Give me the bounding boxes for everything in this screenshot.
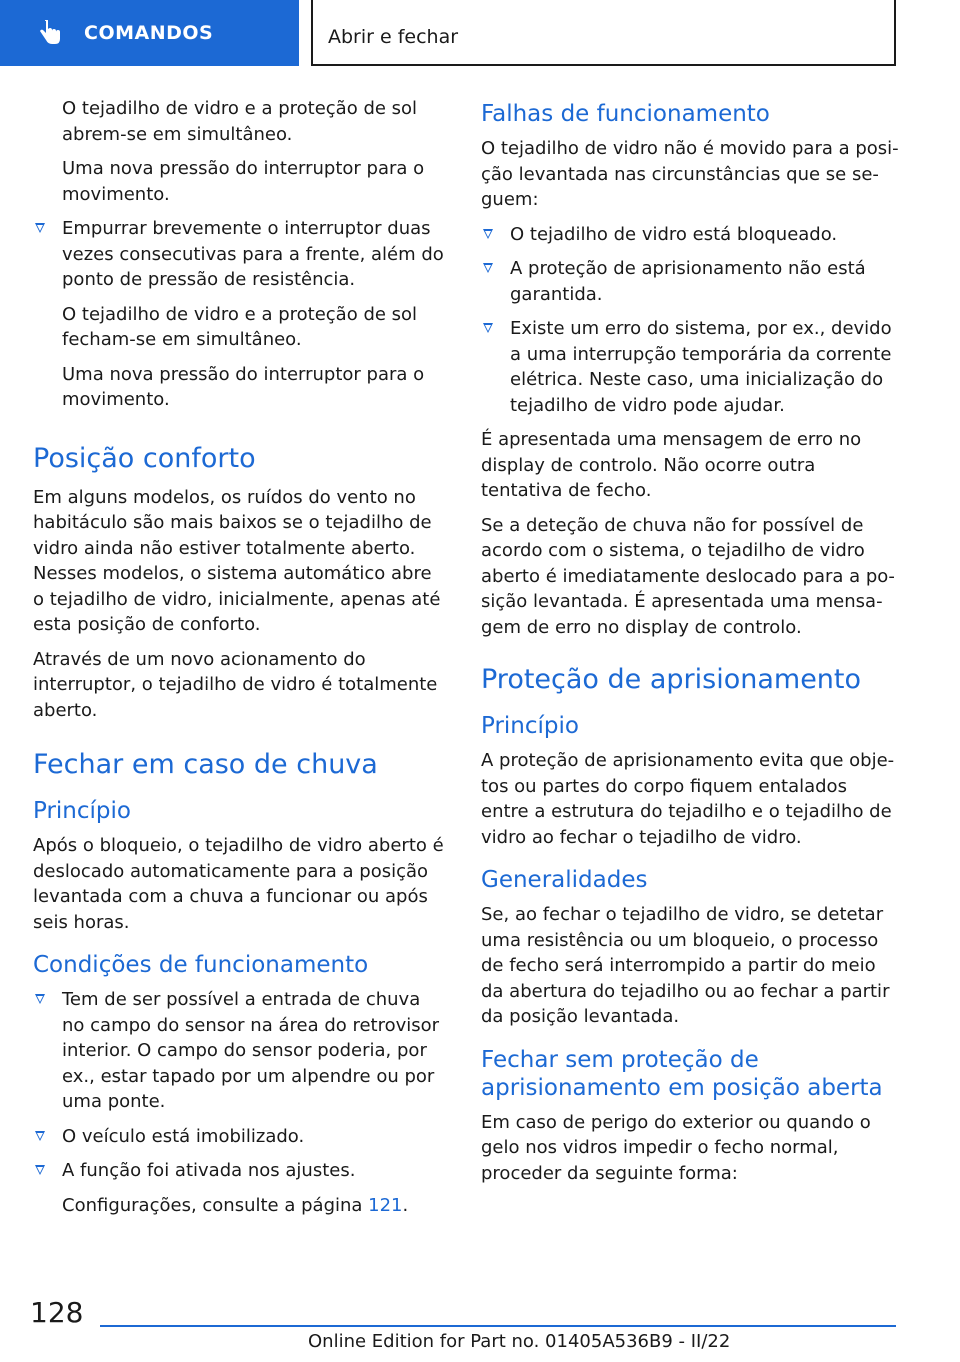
breadcrumb-box: [311, 0, 896, 66]
page-header: [0, 0, 960, 66]
page-link-121[interactable]: 121: [368, 1194, 403, 1216]
list-item-text: A função foi ativada nos ajustes.: [62, 1160, 356, 1181]
heading-principio: Princípio: [33, 798, 131, 824]
paragraph: Através de um novo acionamento do interruptor, o tejadilho de vidro é totalmente aberto.: [33, 648, 438, 721]
list-item-text: Existe um erro do sistema, por ex., devido a uma interrupção temporária da corrente elétrica. Neste caso, uma inicialização do tejadilho de vidro pode ajudar.: [510, 318, 892, 416]
page-ref-end: .: [402, 1194, 409, 1216]
breadcrumb: Abrir e fechar: [328, 26, 459, 48]
triangle-bullet-icon: [483, 323, 493, 333]
list-item-text: O tejadilho de vidro está bloqueado.: [510, 223, 838, 245]
paragraph: O tejadilho de vidro e a proteção de sol fecham-se em simultâneo.: [62, 303, 418, 350]
list-item: [481, 222, 899, 248]
heading-fechar-chuva: Fechar em caso de chuva: [33, 749, 378, 780]
heading-posicao-conforto: Posição conforto: [33, 442, 256, 474]
section-tab: [0, 0, 299, 66]
triangle-bullet-icon: [35, 223, 45, 233]
paragraph: Uma nova pressão do interruptor para o movimento.: [62, 158, 425, 205]
page-ref-text: Configurações, consulte a página: [62, 1194, 369, 1216]
paragraph: Após o bloqueio, o tejadilho de vidro aberto é deslocado automaticamente para a posição levantada com a chuva a funcionar ou após seis horas.: [33, 835, 444, 933]
footer-edition: Online Edition for Part no. 01405A536B9 - II/22: [308, 1331, 731, 1352]
list-item: [481, 256, 899, 307]
list-item-text: Tem de ser possível a entrada de chuva no campo do sensor na área do retrovisor interior. O campo do sensor poderia, por ex., estar tapado por um alpendre ou por uma ponte.: [62, 989, 440, 1112]
paragraph: A proteção de aprisionamento evita que objetos ou partes do corpo fiquem entalados entre a estrutura do tejadilho e o tejadilho de vidro ao fechar o tejadilho de vidro.: [481, 750, 895, 848]
list-item: [33, 216, 445, 293]
list-item: [33, 1124, 445, 1150]
paragraph: Se a deteção de chuva não for possível de acordo com o sistema, o tejadilho de vidro aberto é imediatamente deslocado para a posição levantada. É apresentada uma mensagem de erro no display de controlo.: [481, 514, 895, 638]
triangle-bullet-icon: [35, 1131, 45, 1141]
triangle-bullet-icon: [35, 1165, 45, 1175]
left-column: [33, 96, 445, 1227]
paragraph: Uma nova pressão do interruptor para o movimento.: [62, 363, 425, 410]
list-item-text: A proteção de aprisionamento não está garantida.: [510, 258, 866, 305]
triangle-bullet-icon: [35, 994, 45, 1004]
right-column: [481, 96, 899, 1195]
list-item: [33, 987, 445, 1115]
paragraph: Em alguns modelos, os ruídos do vento no habitáculo são mais baixos se o tejadilho de vidro ainda não estiver totalmente aberto. Nesses modelos, o sistema automático abre o tejadilho de vidro, inicialmente, apenas até esta posição de conforto.: [33, 486, 441, 635]
list-item-text: Empurrar brevemente o interruptor duas vezes consecutivas para a frente, além do ponto de pressão de resistência.: [62, 218, 444, 290]
list-item: [481, 316, 899, 418]
paragraph: Em caso de perigo do exterior ou quando o gelo nos vidros impedir o fecho normal, proceder da seguinte forma:: [481, 1111, 871, 1184]
heading-protecao: Proteção de aprisionamento: [481, 664, 862, 695]
hand-pointer-icon: [38, 20, 62, 46]
heading-generalidades: Generalidades: [481, 867, 648, 893]
paragraph: O tejadilho de vidro não é movido para a posição levantada nas circunstâncias que se seguem:: [481, 138, 899, 210]
triangle-bullet-icon: [483, 263, 493, 273]
footer-divider: [100, 1325, 896, 1327]
heading-fechar-sem-protecao: Fechar sem proteção de aprisionamento em posição aberta: [481, 1046, 883, 1101]
paragraph: Se, ao fechar o tejadilho de vidro, se detetar uma resistência ou um bloqueio, o processo de fecho será interrompido a partir do meio da abertura do tejadilho ou ao fechar a partir da posição levantada.: [481, 904, 890, 1027]
heading-condicoes: Condições de funcionamento: [33, 952, 369, 978]
triangle-bullet-icon: [483, 229, 493, 239]
list-item-text: O veículo está imobilizado.: [62, 1125, 305, 1147]
heading-falhas: Falhas de funcionamento: [481, 101, 770, 127]
heading-principio: Princípio: [481, 713, 579, 739]
list-item: [33, 1158, 445, 1184]
page-number: 128: [30, 1296, 84, 1329]
paragraph-page-ref: [33, 1193, 445, 1219]
paragraph: É apresentada uma mensagem de erro no display de controlo. Não ocorre outra tentativa de fecho.: [481, 429, 862, 501]
paragraph: O tejadilho de vidro e a proteção de sol abrem-se em simultâneo.: [62, 98, 418, 145]
section-title: COMANDOS: [84, 22, 214, 44]
